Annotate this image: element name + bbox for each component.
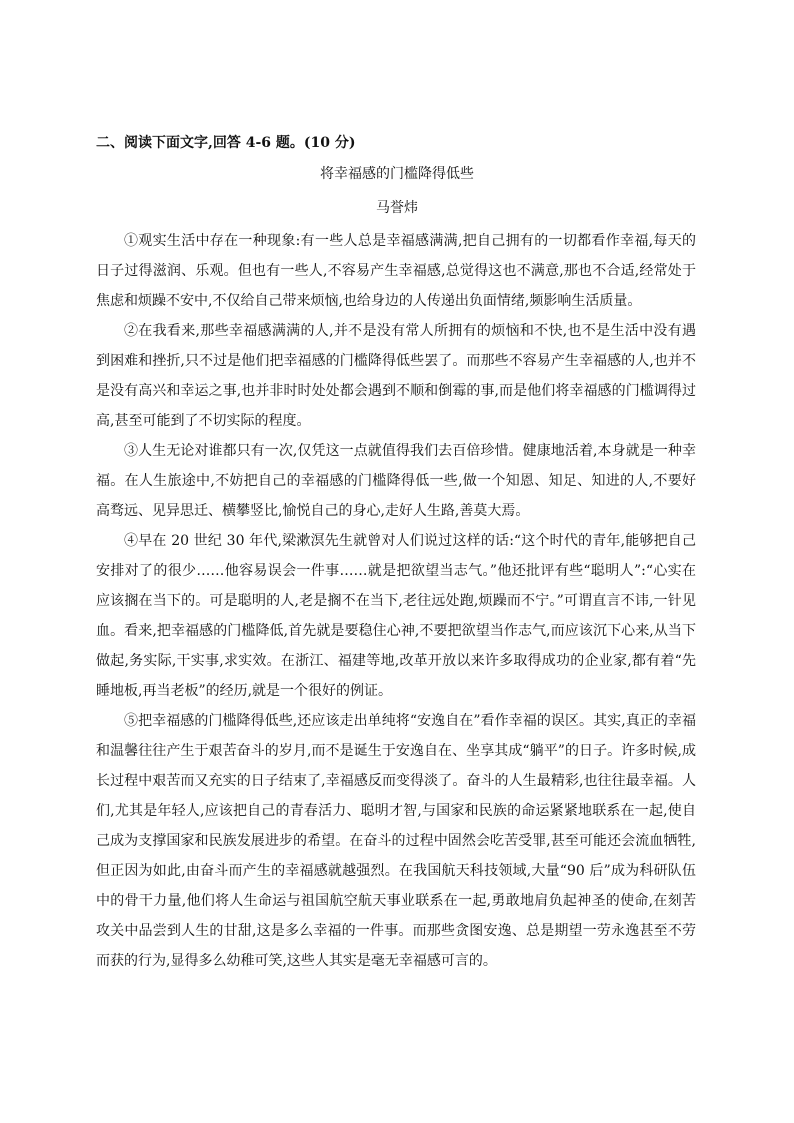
article-body xyxy=(96,226,696,976)
paragraph-1: ①观实生活中存在一种现象:有一些人总是幸福感满满,把自己拥有的一切都看作幸福,每天的日子过得滋润、乐观。但也有一些人,不容易产生幸福感,总觉得这也不满意,那也不合适,经常处于焦虑和烦躁不安中,不仅给自己带来烦恼,也给身边的人传递出负面情绪,频影响生活质量。 xyxy=(96,233,696,309)
paragraph-3: ③人生无论对谁都只有一次,仅凭这一点就值得我们去百倍珍惜。健康地活着,本身就是一种幸福。在人生旅途中,不妨把自己的幸福感的门槛降得低一些,做一个知恩、知足、知进的人,不要好高骛远、见异思迁、横攀竖比,愉悦自己的身心,走好人生路,善莫大焉。 xyxy=(96,443,696,519)
paragraph-5: ⑤把幸福感的门槛降得低些,还应该走出单纯将“安逸自在”看作幸福的误区。其实,真正的幸福和温馨往往产生于艰苦奋斗的岁月,而不是诞生于安逸自在、坐享其成“躺平”的日子。许多时候,成长过程中艰苦而又充实的日子结束了,幸福感反而变得淡了。奋斗的人生最精彩,也往往最幸福。人们,尤其是年轻人,应该把自己的青春活力、聪明才智,与国家和民族的命运紧紧地联系在一起,使自己成为支撑国家和民族发展进步的希望。在奋斗的过程中固然会吃苦受罪,甚至可能还会流血牺牲,但正因为如此,由奋斗而产生的幸福感就越强烈。在我国航天科技领域,大量“90 后”成为科研队伍中的骨干力量,他们将人生命运与祖国航空航天事业联系在一起,勇敢地肩负起神圣的使命,在刻苦攻关中品尝到人生的甘甜,这是多么幸福的一件事。而那些贪图安逸、总是期望一劳永逸甚至不劳而获的行为,显得多么幼稚可笑,这些人其实是毫无幸福感可言的。 xyxy=(96,713,696,969)
section-heading: 二、阅读下面文字,回答 4-6 题。(10 分) xyxy=(96,135,356,151)
article-author: 马誉炜 xyxy=(376,200,418,216)
paragraph-2: ②在我看来,那些幸福感满满的人,并不是没有常人所拥有的烦恼和不快,也不是生活中没有遇到困难和挫折,只不过是他们把幸福感的门槛降得低些罢了。而那些不容易产生幸福感的人,也并不是没有高兴和幸运之事,也并非时时处处都会遇到不顺和倒霉的事,而是他们将幸福感的门槛调得过高,甚至可能到了不切实际的程度。 xyxy=(96,323,696,429)
article-title: 将幸福感的门槛降得低些 xyxy=(320,166,474,182)
paragraph-4: ④早在 20 世纪 30 年代,梁漱溟先生就曾对人们说过这样的话:“这个时代的青年,能够把自己安排对了的很少……他容易误会一件事……就是把欲望当志气。”他还批评有些“聪明人”:“心实在应该搁在当下的。可是聪明的人,老是搁不在当下,老往远处跑,烦躁而不宁。”可谓直言不讳,一针见血。看来,把幸福感的门槛降低,首先就是要稳住心神,不要把欲望当作志气,而应该沉下心来,从当下做起,务实际,干实事,求实效。在浙江、福建等地,改革开放以来许多取得成功的企业家,都有着“先睡地板,再当老板”的经历,就是一个很好的例证。 xyxy=(96,533,696,699)
